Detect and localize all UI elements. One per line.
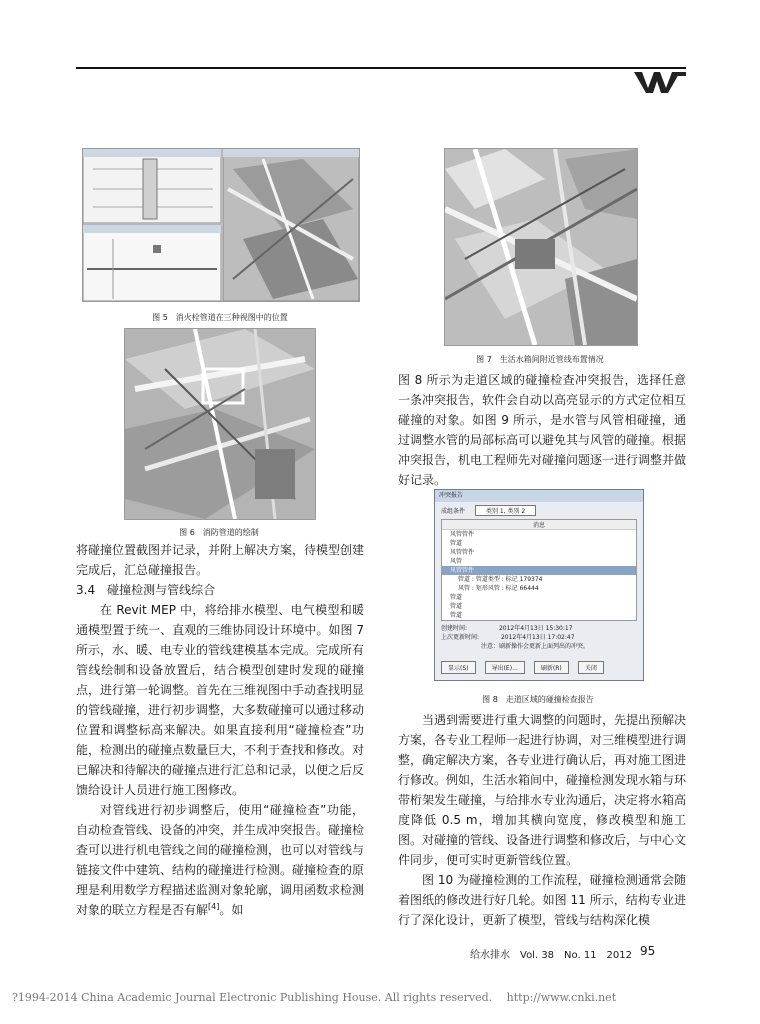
figure-5-caption: 图 5 消火栓管道在三种视图中的位置 — [152, 313, 288, 322]
dialog-buttons — [435, 651, 643, 678]
export-button[interactable]: 导出(E)... — [485, 661, 525, 674]
left-paragraph-2-tail: 。如 — [219, 903, 244, 917]
list-item[interactable]: 管道 — [450, 594, 463, 601]
right-paragraph-2 — [398, 710, 686, 930]
right-paragraph-2-text: 当遇到需要进行重大调整的问题时，先提出预解决方案，各专业工程师一起进行协调，对三维模型进行调整，确定解决方案，各专业进行确认后，再对施工图进行修改。例如，生活水箱间中，碰撞检测发现水箱与环带桁架发生碰撞，与给排水专业沟通后，决定将水箱高度降低 0.5 m，增加其横向宽度，修改模型和施工图。对碰撞的管线、设备进行调整和修改后，与中心文件同步，便可实时更新管线位置。 — [398, 713, 687, 867]
list-item[interactable]: 管道 : 管道类型 : 标记 179374 — [458, 576, 543, 583]
left-paragraph-2 — [76, 800, 364, 920]
right-paragraph-1-text: 图 8 所示为走道区域的碰撞检查冲突报告，选择任意一条冲突报告，软件会自动以高亮显示的方式定位相互碰撞的对象。如图 9 所示，是水管与风管相碰撞，通过调整水管的局部标高可以避免其与风管的碰撞。根据冲突报告，机电工程师先对碰撞问题逐一进行调整并做好记录。 — [398, 373, 687, 487]
created-label: 创建时间: — [441, 625, 468, 632]
updated-value: 2012年4月13日 17:02:47 — [500, 634, 575, 641]
footer-copyright: ?1994-2014 China Academic Journal Electronic Publishing House. All rights reserved. http://www.cnki.net — [12, 991, 617, 1004]
reference-mark: [4] — [208, 902, 220, 911]
right-paragraph-1 — [398, 370, 686, 490]
left-paragraph-2-text: 对管线进行初步调整后，使用“碰撞检查”功能，自动检查管线、设备的冲突，并生成冲突报告。碰撞检查可以进行机电管线之间的碰撞检测，也可以对管线与链接文件中建筑、结构的碰撞进行检测。碰撞检查的原理是利用数学方程描述监测对象轮廓，调用函数求检测对象的联立方程是否有解 — [76, 803, 365, 917]
group-label: 成组条件 — [441, 508, 466, 515]
updated-row — [441, 633, 637, 642]
list-item[interactable]: 风管 — [450, 558, 463, 565]
footer-journal: 给水排水 Vol. 38 No. 11 2012 — [470, 950, 632, 961]
figure-7-caption: 图 7 生活水箱间附近管线布置情况 — [476, 355, 604, 364]
left-continuation: 将碰撞位置截图并记录，并附上解决方案，待模型创建完成后，汇总碰撞报告。 — [76, 543, 365, 577]
list-item[interactable]: 管道 — [450, 612, 463, 619]
list-item[interactable]: 管道 — [450, 540, 463, 547]
list-item[interactable]: 风管管件 — [450, 531, 475, 538]
list-item[interactable]: 管道 — [450, 603, 463, 610]
refresh-button[interactable]: 刷新(R) — [534, 661, 569, 674]
left-column-text — [76, 540, 364, 920]
list-item[interactable]: 风管 : 矩形风管 : 标记 66444 — [458, 585, 539, 592]
journal-logo — [634, 70, 686, 94]
dialog-title: 冲突报告 — [435, 490, 643, 502]
dialog-group-row — [435, 502, 643, 519]
list-item-selected[interactable]: 风管管件 — [442, 566, 636, 575]
figure-6-graphic — [125, 329, 315, 519]
left-paragraph-1: 在 Revit MEP 中，将给排水模型、电气模型和暖通模型置于统一、直观的三维协同设计环境中。如图 7 所示，水、暖、电专业的管线建模基本完成。完成所有管线绘制和设备放置后，结合模型创建时发现的碰撞点，进行第一轮调整。首先在三维视图中手动查找明显的管线碰撞，进行初步调整，大多数碰撞可以通过移动位置和调整标高来解决。如果直接利用“碰撞检查”功能，检测出的碰撞点数量巨大，不利于查找和修改。对已解决和待解决的碰撞点进行汇总和记录，以便之后反馈给设计人员进行施工图修改。 — [76, 603, 365, 797]
section-heading: 3.4 碰撞检测与管线综合 — [76, 583, 216, 597]
footer-page-number: 95 — [640, 944, 656, 958]
figure-8-caption: 图 8 走道区域的碰撞检查报告 — [482, 695, 594, 704]
group-select[interactable]: 类别 1, 类别 2 — [475, 505, 536, 516]
right-paragraph-3-text: 图 10 为碰撞检测的工作流程，碰撞检测通常会随着图纸的修改进行好几轮。如图 11 所示，结构专业进行了深化设计，更新了模型，管线与结构深化模 — [398, 873, 686, 927]
figure-6-caption: 图 6 消防管道的绘制 — [179, 528, 259, 537]
figure-6-image — [124, 328, 316, 520]
figure-5-image — [82, 148, 360, 302]
list-column-header: 消息 — [442, 520, 636, 530]
show-button[interactable]: 显示(S) — [441, 661, 476, 674]
figure-8-dialog — [434, 489, 644, 681]
created-value: 2012年4月13日 15:30:17 — [498, 625, 573, 632]
dialog-note: 注意：刷新操作会更新上面列出的冲突。 — [481, 643, 590, 650]
header-rule — [76, 67, 686, 69]
close-button[interactable]: 关闭 — [578, 661, 604, 674]
figure-7-graphic — [445, 149, 637, 345]
dialog-times — [435, 621, 643, 651]
updated-label: 上次更新时间: — [441, 634, 480, 641]
figure-5-graphic — [83, 149, 359, 301]
conflict-list[interactable] — [441, 519, 637, 621]
list-item[interactable]: 风管管件 — [450, 549, 475, 556]
figure-7-image — [444, 148, 638, 346]
created-row — [441, 624, 637, 633]
